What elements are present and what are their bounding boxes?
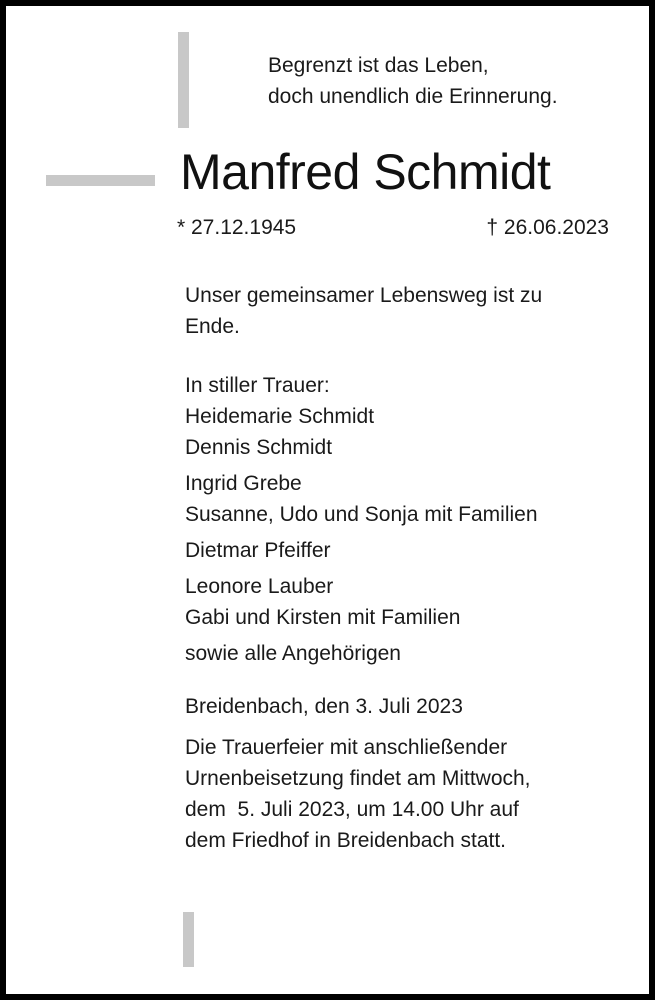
mourner-name: Dennis Schmidt	[185, 436, 333, 459]
notice-body	[185, 280, 615, 856]
funeral-notice-line: Urnenbeisetzung findet am Mittwoch,	[185, 767, 531, 790]
decorative-bar-bottom	[183, 912, 194, 967]
funeral-notice-line: dem 5. Juli 2023, um 14.00 Uhr auf	[185, 798, 519, 821]
decorative-bar-left	[46, 175, 155, 186]
deceased-name: Manfred Schmidt	[180, 144, 551, 200]
decorative-bar-top	[178, 32, 189, 128]
mourner-name: Gabi und Kirsten mit Familien	[185, 606, 461, 629]
mourner-name: Susanne, Udo und Sonja mit Familien	[185, 503, 538, 526]
mourners-intro: In stiller Trauer:	[185, 374, 330, 397]
quote-line: doch unendlich die Erinnerung.	[268, 85, 558, 108]
funeral-notice-line: dem Friedhof in Breidenbach statt.	[185, 829, 507, 852]
mourner-name: Dietmar Pfeiffer	[185, 539, 331, 562]
memorial-quote	[268, 50, 558, 112]
death-date: † 26.06.2023	[486, 216, 609, 239]
funeral-notice-line: Die Trauerfeier mit anschließender	[185, 736, 508, 759]
message-line: Ende.	[185, 315, 240, 338]
message-line: Unser gemeinsamer Lebensweg ist zu	[185, 284, 543, 307]
life-dates	[177, 214, 609, 242]
mourner-name: Leonore Lauber	[185, 575, 334, 598]
birth-date: * 27.12.1945	[177, 216, 297, 239]
mourner-name: sowie alle Angehörigen	[185, 642, 401, 665]
quote-line: Begrenzt ist das Leben,	[268, 54, 489, 77]
place-date: Breidenbach, den 3. Juli 2023	[185, 695, 463, 718]
mourner-name: Heidemarie Schmidt	[185, 405, 375, 428]
mourner-name: Ingrid Grebe	[185, 472, 302, 495]
